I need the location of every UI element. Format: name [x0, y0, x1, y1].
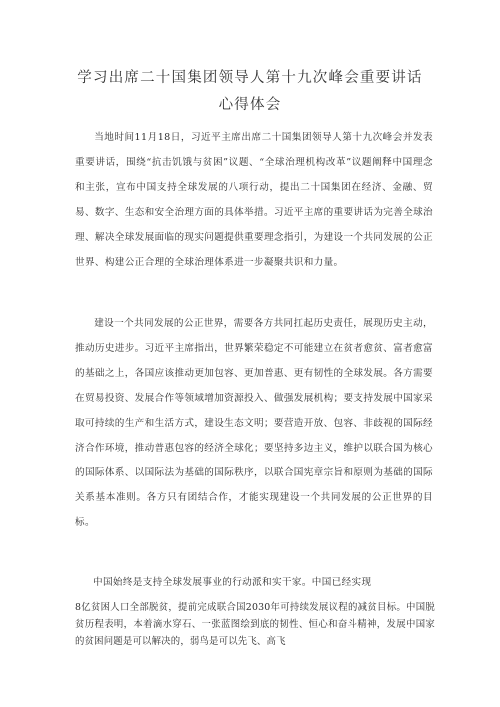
paragraph-3-continuation: 8亿贫困人口全部脱贫，提前完成联合国2030年可持续发展议程的减贫目标。中国脱贫历程表明，本着滴水穿石、一张蓝图绘到底的韧性、恒心和奋斗精神，发展中国家的贫困问题是可以解决的，弱鸟是可以先飞、高飞	[75, 602, 435, 647]
paragraph-1: 当地时间11月18日，习近平主席出席二十国集团领导人第十九次峰会并发表重要讲话，围绕“抗击饥饿与贫困”议题、“全球治理机构改革”议题阐释中国理念和主张，宣布中国支持全球发展的八项行动，提出二十国集团在经济、金融、贸易、数字、生态和安全治理方面的具体举措。习近平主席的重要讲话为完善全球治理、解决全球发展面临的现实问题提供重要理念指引，为建设一个共同发展的公正世界、构建公正合理的全球治理体系进一步凝聚共识和力量。	[75, 132, 433, 268]
paragraph-3-first-line: 中国始终是支持全球发展事业的行动派和实干家。中国已经实现	[93, 577, 372, 588]
paragraph-2: 建设一个共同发展的公正世界，需要各方共同扛起历史责任，展现历史主动，推动历史进步。习近平主席指出，世界繁荣稳定不可能建立在贫者愈贫、富者愈富的基础之上，各国应该推动更加包容、更加普惠、更有韧性的全球发展。各方需要在贸易投资、发展合作等领域增加资源投入、做强发展机构；要支持发展中国家采取可持续的生产和生活方式，建设生态文明；要营造开放、包容、非歧视的国际经济合作环境，推动普惠包容的经济全球化；要坚持多边主义，维护以联合国为核心的国际体系、以国际法为基础的国际秩序，以联合国宪章宗旨和原则为基础的国际关系基本准则。各方只有团结合作，才能实现建设一个共同发展的公正世界的目标。	[75, 318, 433, 529]
document-title-line2: 心得体会	[218, 97, 282, 113]
document-title-line1: 学习出席二十国集团领导人第十九次峰会重要讲话	[77, 70, 423, 86]
